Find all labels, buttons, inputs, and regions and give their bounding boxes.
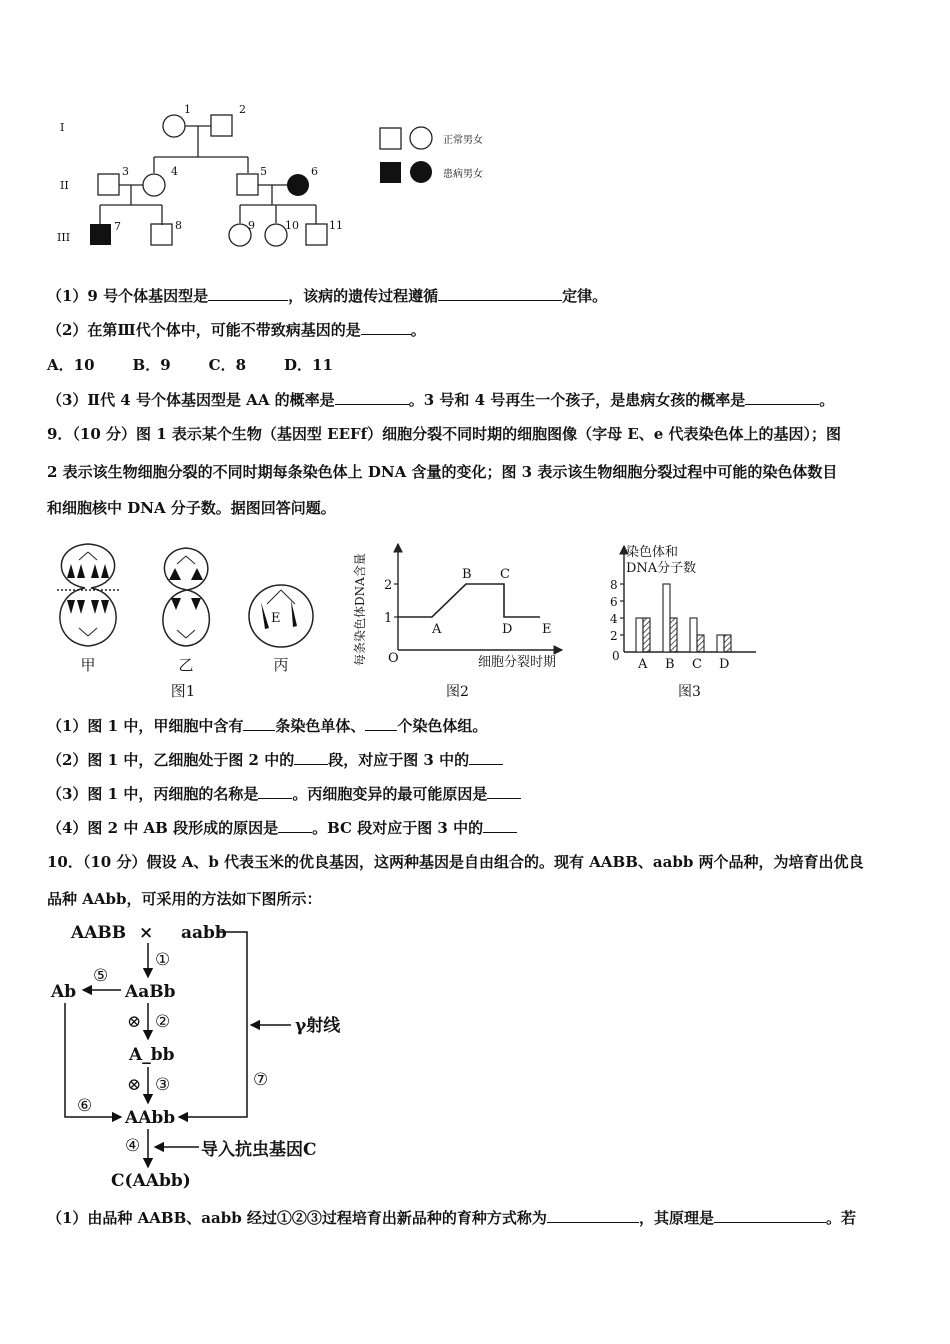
figure-3-caption: 图3	[678, 684, 701, 700]
step-6: ⑥	[77, 1096, 93, 1116]
fig2-y-label: 每条染色体DNA含量	[353, 553, 367, 666]
figure-3-chart	[600, 540, 770, 705]
fig3-bar-A-chromosome	[636, 618, 643, 652]
fig3-y-tick-label: 6	[610, 595, 618, 609]
fig2-y-tick-label: 1	[384, 611, 393, 626]
num-11: 11	[329, 219, 343, 232]
figure-2-caption: 图2	[446, 684, 469, 700]
answer-blank[interactable]	[294, 750, 328, 765]
num-5: 5	[260, 165, 267, 178]
answer-blank[interactable]	[361, 320, 411, 335]
answer-blank[interactable]	[243, 716, 275, 731]
product-c-aabb: C(AAbb)	[111, 1171, 191, 1191]
q8-part1: （1）9 号个体基因型是 ，该病的遗传过程遵循 定律。	[47, 287, 608, 305]
individual-3	[98, 174, 119, 195]
fig2-x-label: 细胞分裂时期	[478, 655, 557, 670]
fig2-series-line	[398, 584, 540, 617]
gen-label-I: I	[60, 121, 65, 134]
q9-part1: （1）图 1 中，甲细胞中含有 条染色单体、 个染色体组。	[47, 717, 488, 735]
q10-intro-line1: 10．（10 分）假设 A、b 代表玉米的优良基因，这两种基因是自由组合的。现有 AABB、aabb 两个品种，为培育出优良	[47, 853, 864, 871]
option-c[interactable]: C．8	[208, 356, 247, 374]
q9-intro-line1: 9．（10 分）图 1 表示某个生物（基因型 EEFf）细胞分裂不同时期的细胞图像（字母 E、e 代表染色体上的基因）；图	[47, 425, 842, 443]
fig3-bar-B-chromosome	[663, 584, 670, 652]
answer-blank[interactable]	[258, 784, 292, 799]
fig2-point-label-E: E	[542, 622, 552, 637]
fig1-gene-label: E	[271, 611, 281, 626]
option-a[interactable]: A．10	[47, 356, 95, 374]
individual-6	[287, 174, 309, 196]
fig2-point-label-D: D	[502, 622, 513, 637]
individual-1	[163, 115, 185, 137]
fig2-point-label-C: C	[500, 567, 510, 582]
haploid-ab: Ab	[51, 982, 77, 1002]
answer-blank[interactable]	[487, 784, 521, 799]
fig3-bar-B-dna	[670, 618, 677, 652]
num-8: 8	[175, 219, 182, 232]
fig3-bar-C-dna	[697, 635, 704, 652]
legend-affected: 患病男女	[443, 169, 483, 180]
fig3-bar-D-chromosome	[717, 635, 724, 652]
answer-blank[interactable]	[208, 286, 288, 301]
fig3-category-B: B	[665, 657, 675, 672]
fig3-origin: 0	[612, 649, 620, 663]
self-cross-symbol-2: ⊗	[127, 1075, 142, 1095]
gamma-ray-label: γ射线	[295, 1016, 341, 1036]
pedigree-figure	[50, 95, 520, 255]
q8-part2: （2）在第Ⅲ代个体中，可能不带致病基因的是 。	[47, 321, 426, 339]
figure-2-chart	[350, 536, 575, 704]
q10-intro-line2: 品种 AAbb，可采用的方法如下图所示：	[47, 890, 322, 908]
q10-part1: （1）由品种 AABB、aabb 经过①②③过程培育出新品种的育种方式称为 ，其原理是 。若	[47, 1209, 856, 1227]
num-9: 9	[248, 219, 255, 232]
breeding-diagram	[45, 915, 375, 1200]
num-7: 7	[114, 220, 121, 233]
individual-11	[306, 224, 327, 245]
insert-gene-label: 导入抗虫基因C	[201, 1140, 317, 1160]
parent-aabb-recessive: aabb	[181, 923, 227, 943]
step-1: ①	[155, 950, 171, 970]
gen-label-III: III	[57, 231, 71, 244]
gen-label-II: II	[60, 179, 69, 192]
fig3-y-label-1: 染色体和	[626, 545, 679, 560]
individual-7	[90, 224, 111, 245]
cell-label-jia: 甲	[80, 656, 96, 674]
fig3-y-tick-label: 8	[610, 578, 618, 592]
individual-8	[151, 224, 172, 245]
answer-blank[interactable]	[365, 716, 397, 731]
step-4: ④	[125, 1136, 141, 1156]
step-5: ⑤	[93, 966, 109, 986]
figure-1-cells	[45, 538, 335, 703]
answer-blank[interactable]	[547, 1208, 639, 1223]
f2-a-bb: A_bb	[129, 1045, 175, 1065]
answer-blank[interactable]	[335, 390, 409, 405]
individual-2	[211, 115, 232, 136]
num-3: 3	[122, 165, 129, 178]
fig2-point-label-A: A	[432, 622, 442, 637]
option-b[interactable]: B．9	[132, 356, 171, 374]
q9-intro-line3: 和细胞核中 DNA 分子数。据图回答问题。	[47, 499, 336, 517]
fig2-y-tick-label: 2	[384, 578, 393, 593]
option-d[interactable]: D．11	[284, 356, 333, 374]
f1-aabb: AaBb	[125, 982, 176, 1002]
fig2-origin: O	[388, 651, 399, 666]
fig3-category-A: A	[638, 657, 648, 672]
step-2: ②	[155, 1012, 171, 1032]
fig3-y-label-2: DNA分子数	[626, 561, 697, 576]
num-6: 6	[311, 165, 318, 178]
num-4: 4	[171, 165, 178, 178]
step-7: ⑦	[253, 1070, 269, 1090]
fig3-category-D: D	[719, 657, 730, 672]
legend-normal: 正常男女	[443, 135, 483, 146]
fig3-y-tick-label: 4	[610, 612, 618, 626]
parent-aabb-dominant: AABB	[71, 923, 127, 943]
figure-1-caption: 图1	[170, 682, 196, 700]
fig3-y-tick-label: 2	[610, 629, 618, 643]
answer-blank[interactable]	[714, 1208, 826, 1223]
q8-options	[47, 355, 371, 375]
cell-label-bing: 丙	[273, 656, 289, 674]
q9-intro-line2: 2 表示该生物细胞分裂的不同时期每条染色体上 DNA 含量的变化；图 3 表示该生物细胞分裂过程中可能的染色体数目	[47, 463, 838, 481]
cell-label-yi: 乙	[178, 656, 194, 674]
answer-blank[interactable]	[278, 818, 312, 833]
self-cross-symbol-1: ⊗	[127, 1012, 142, 1032]
q9-part4: （4）图 2 中 AB 段形成的原因是 。BC 段对应于图 3 中的	[47, 818, 517, 838]
answer-blank[interactable]	[438, 286, 562, 301]
answer-blank[interactable]	[483, 818, 517, 833]
cross-symbol: ×	[139, 923, 154, 943]
q9-part2: （2）图 1 中，乙细胞处于图 2 中的 段，对应于图 3 中的	[47, 750, 503, 770]
answer-blank[interactable]	[745, 390, 819, 405]
individual-5	[237, 174, 258, 195]
fig3-bar-D-dna	[724, 635, 731, 652]
fig3-category-C: C	[692, 657, 702, 672]
fig3-bar-C-chromosome	[690, 618, 697, 652]
num-10: 10	[285, 219, 299, 232]
q8-part3: （3）Ⅱ代 4 号个体基因型是 AA 的概率是 。3 号和 4 号再生一个孩子，是患病女孩的概率是 。	[47, 391, 835, 409]
fig3-bar-A-dna	[643, 618, 650, 652]
q9-part3: （3）图 1 中，丙细胞的名称是 。丙细胞变异的最可能原因是	[47, 784, 521, 804]
target-aabb: AAbb	[125, 1108, 176, 1128]
num-1: 1	[184, 103, 191, 116]
num-2: 2	[239, 103, 246, 116]
individual-10	[265, 224, 287, 246]
answer-blank[interactable]	[469, 750, 503, 765]
step-3: ③	[155, 1075, 171, 1095]
individual-4	[143, 174, 165, 196]
fig2-point-label-B: B	[462, 567, 472, 582]
